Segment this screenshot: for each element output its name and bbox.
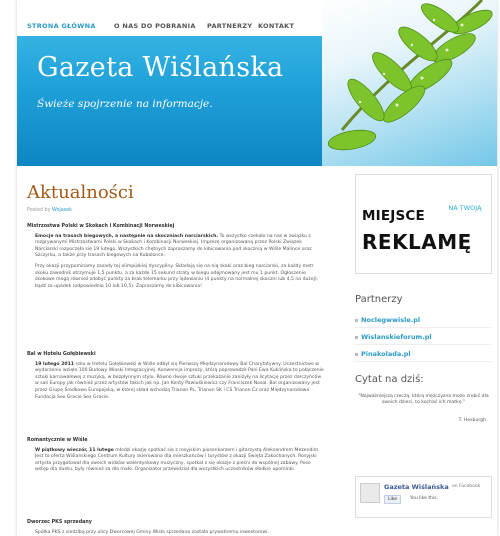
paragraph-lead: W piątkowy wieczór, 11 lutego — [35, 447, 114, 453]
partners-heading: Partnerzy — [355, 294, 403, 305]
ad-line-1: MIEJSCE — [362, 208, 425, 224]
page-title: Aktualności — [27, 182, 134, 203]
main-nav — [17, 0, 317, 36]
quote-heading: Cytat na dziś: — [355, 374, 424, 385]
bullet-icon — [355, 353, 358, 356]
site-title[interactable]: Gazeta Wiślańska — [37, 52, 284, 83]
news-section — [27, 352, 325, 405]
partner-link[interactable] — [355, 348, 492, 362]
bullet-icon — [355, 319, 358, 322]
paragraph-text: roku w Hotelu Gołębiewski w Wiśle odbył się Pierwszy Międzynarodowy Bal Charytatywny. Uczestnictwo w wydarzeniu wzięło 100 Budowy Wioski Integracyjnej. Konwencja imprezy, którą poprowadził Pani Ewa Kuklińska to połączenie sztuki karnawałowej z muzyką, w bezpłynnym stylu. Równo dwoje sztuki przekazanie zaniżyły na licytację przez darczyńców w sali Europy jak również przez artystów takich jak np. Jan Kenty Pawluśkiewicz czy Franciszek Nosal. Bal organizowany jest przez Grupę Środkowo Europejską, w której skład wchodzą Trianon PL, Trianon SK i CS Trianon Cz oraz Międzynarodowa Fundacja Sex Gracie Sex Gracie. — [35, 361, 324, 400]
partner-label: Noclegwwisle.pl — [361, 316, 421, 324]
section-heading: Romantycznie w Wiśle — [27, 438, 88, 443]
ad-line-2: REKLAMĘ — [362, 230, 472, 254]
section-heading: Bal w Hotelu Gołębiewski — [27, 352, 96, 357]
paragraph-lead: 19 lutego 2011 — [35, 361, 74, 367]
ad-small-text: NA TWOJĄ — [448, 204, 482, 212]
facebook-like-box — [355, 476, 492, 518]
nav-downloads[interactable]: DO POBRANIA — [141, 22, 196, 30]
main-content — [17, 166, 337, 536]
sidebar — [337, 166, 497, 536]
section-paragraph — [27, 264, 325, 290]
facebook-page-name[interactable]: Gazeta Wiślańska — [384, 483, 449, 491]
section-heading: Mistrzostwa Polski w Skokach i Kombinacji Norweskiej — [27, 224, 175, 229]
news-section — [27, 520, 325, 536]
section-heading: Dworzec PKS sprzedany — [27, 520, 92, 525]
nav-about[interactable]: O NAS — [114, 22, 139, 30]
section-paragraph — [27, 362, 325, 402]
nav-partners[interactable]: PARTNERZY — [207, 22, 253, 30]
bullet-icon — [355, 336, 358, 339]
author-link[interactable]: Wojasek — [51, 208, 72, 213]
page-wrapper — [17, 0, 497, 536]
nav-home[interactable]: STRONA GŁÓWNA — [27, 22, 96, 30]
facebook-page-logo[interactable] — [360, 483, 380, 503]
site-tagline: Świeże spojrzenie na informacje. — [37, 98, 213, 110]
paragraph-text: Przy okazji przypominamy zasady tej olimpijskiej dyscypliny. Składają się na nią skoki oraz bieg narciarski, za każdy metr skoku zawodnik otrzymuje 1,5 punktu, a za każde 15 sekund straty w biegu odejmowany jest mu 1 punkt. Ogłoszenie skokowe mogą również zdobyć punkty za brak telemarku przy lądowaniu (4 punkty na normalnej skoczni lub 4,5 na dużej), bądź za upadek (odpowiednio 10 lub 10,5). Zapraszamy do kibicowania! — [35, 263, 319, 289]
quote-text: "Najważniejszą rzeczą, którą mężczyzna może zrobić dla swoich dzieci, to kochać ich matkę." — [358, 394, 489, 406]
paragraph-text: młodzi okazję spotkać się z rosyjskim piosenkarzem i gitarzystą Aleksandrem Mezendim. Jest to oferta Wiślańskiego Centrum Kultury skierowana dla mieszkańców i turystów z okazji Święta Zakochanych. Rosyjski artysta przygotował dla swoich widzów walentynkowy muzyczny, spotkał z się okazje z pieśni do wspólnej zabawy. Pose wstęp dla duetu, były również za dla mało. Organizator przewidział dla wszystkich uczestników słodkie upominki. — [35, 447, 320, 473]
paragraph-lead: Emocje na trasach biegowych, a następnie na skoczniach narciarskich. — [35, 233, 219, 239]
news-section — [27, 438, 325, 478]
partner-label: Wislanskieforum.pl — [361, 333, 432, 341]
partner-link[interactable] — [355, 314, 492, 328]
section-paragraph — [27, 234, 325, 260]
quote-author: T. Hesburgh — [458, 418, 486, 423]
partner-link[interactable] — [355, 331, 492, 345]
paragraph-text: Spółka PKS z siedzibą przy ulicy Dworcowej Gminy Wisła sprzedana została prywatnemu inwestorowi. — [35, 529, 269, 535]
byline-prefix: Posted by — [27, 208, 51, 213]
post-byline — [27, 208, 72, 213]
header-leaf-image — [322, 0, 497, 166]
section-paragraph — [27, 448, 325, 474]
ad-banner[interactable] — [355, 174, 492, 274]
paragraph-text: To wszystko czekało na nas w związku z rozgrywanymi Mistrzostwami Polski w Skokach i Kombinacji Norweskiej. Imprezę organizowaną przez Polski Związek Narciarski rozpoczęła się 19 lutego. Wszystkich chętnych zapraszamy do kibicowania pod skocznią w Wiśle Malince oraz Szczyrku, a także przy trasach biegowych na Kubalonce. — [35, 233, 312, 259]
facebook-like-button[interactable]: Like — [384, 495, 401, 504]
section-paragraph — [27, 530, 325, 536]
nav-contact[interactable]: KONTAKT — [258, 22, 295, 30]
facebook-on-label: on Facebook — [452, 484, 481, 489]
facebook-you-like: You like this. — [410, 496, 438, 501]
partner-label: Pinakolada.pl — [361, 350, 411, 358]
news-section — [27, 224, 325, 294]
